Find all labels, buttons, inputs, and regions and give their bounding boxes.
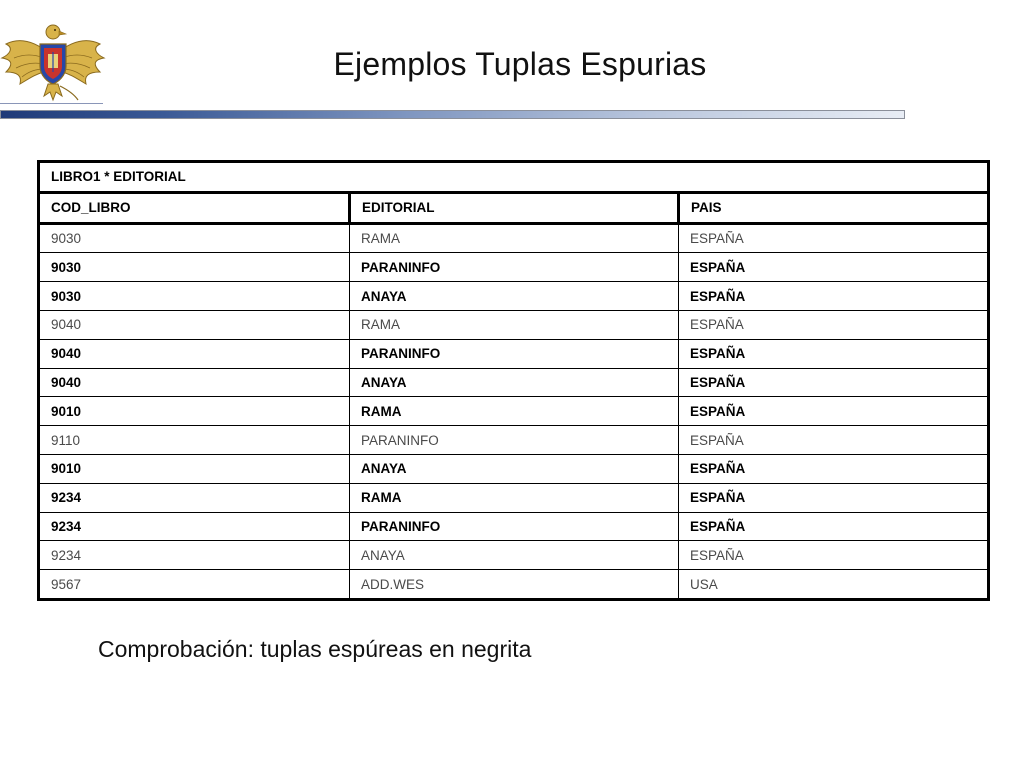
cell-cod-libro: 9234 [39,512,350,541]
cell-editorial: ADD.WES [350,570,679,600]
footnote: Comprobación: tuplas espúreas en negrita [98,636,532,662]
table-row-spurious [39,512,989,541]
table-row-spurious [39,368,989,397]
cell-pais: ESPAÑA [679,253,989,282]
cell-cod-libro: 9030 [39,253,350,282]
cell-pais: ESPAÑA [679,454,989,483]
table-caption-row [39,162,989,193]
table-row-spurious [39,253,989,282]
column-header-pais: PAIS [679,192,989,223]
cell-pais: ESPAÑA [679,339,989,368]
table-row-spurious [39,397,989,426]
cell-editorial: PARANINFO [350,339,679,368]
table-row [39,223,989,253]
cell-editorial: ANAYA [350,541,679,570]
cell-cod-libro: 9030 [39,282,350,311]
cell-editorial: RAMA [350,223,679,253]
cell-editorial: RAMA [350,310,679,339]
cell-pais: ESPAÑA [679,397,989,426]
cell-pais: ESPAÑA [679,310,989,339]
cell-pais: ESPAÑA [679,426,989,455]
cell-cod-libro: 9110 [39,426,350,455]
cell-editorial: RAMA [350,483,679,512]
cell-editorial: ANAYA [350,368,679,397]
cell-editorial: ANAYA [350,282,679,311]
cell-pais: ESPAÑA [679,282,989,311]
cell-cod-libro: 9010 [39,454,350,483]
table-caption: LIBRO1 * EDITORIAL [39,162,989,193]
table-row [39,310,989,339]
column-header-editorial: EDITORIAL [350,192,679,223]
slide-title: Ejemplos Tuplas Espurias [333,46,707,82]
cell-pais: USA [679,570,989,600]
logo-underline [0,103,103,104]
cell-cod-libro: 9040 [39,310,350,339]
table-row-spurious [39,339,989,368]
cell-cod-libro: 9010 [39,397,350,426]
cell-editorial: PARANINFO [350,253,679,282]
cell-editorial: PARANINFO [350,426,679,455]
table-row-spurious [39,282,989,311]
cell-cod-libro: 9234 [39,541,350,570]
cell-pais: ESPAÑA [679,541,989,570]
cell-pais: ESPAÑA [679,368,989,397]
cell-cod-libro: 9040 [39,339,350,368]
cell-editorial: ANAYA [350,454,679,483]
tuples-table [37,160,990,601]
cell-pais: ESPAÑA [679,483,989,512]
table-row [39,541,989,570]
cell-pais: ESPAÑA [679,223,989,253]
cell-cod-libro: 9030 [39,223,350,253]
table-row-spurious [39,483,989,512]
table-row-spurious [39,454,989,483]
table-header-row [39,192,989,223]
title-divider-bar [0,110,905,119]
cell-cod-libro: 9040 [39,368,350,397]
table-row [39,426,989,455]
cell-pais: ESPAÑA [679,512,989,541]
cell-editorial: PARANINFO [350,512,679,541]
column-header-cod-libro: COD_LIBRO [39,192,350,223]
cell-editorial: RAMA [350,397,679,426]
cell-cod-libro: 9234 [39,483,350,512]
cell-cod-libro: 9567 [39,570,350,600]
table-row [39,570,989,600]
